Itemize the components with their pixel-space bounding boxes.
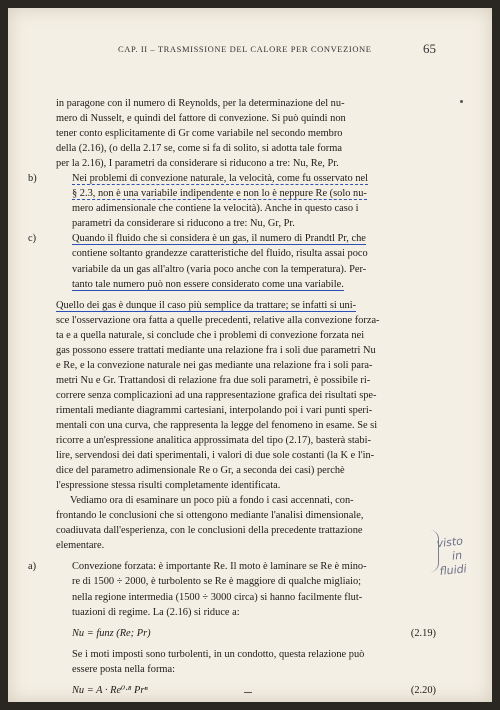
text-line: essere posta nella forma: [72,663,175,675]
text-line: Convezione forzata: è importante Re. Il moto è laminare se Re è mino- [72,561,367,573]
text-line: lire, servendosi dei dati sperimentali, i valori di due sole costanti (la K e l'in- [56,450,375,462]
paragraph-intro [56,96,436,171]
equation-text: Nu = funz (Re; Pr) [72,627,151,639]
text-line: sce l'osservazione ora fatta a quelle precedenti, relative alla convezione forza- [56,314,380,326]
text-line: dice del parametro adimensionale Re o Gr, a seconda dei casi) perchè [56,465,345,477]
page-number: 65 [423,41,436,56]
text-line: contiene soltanto grandezze caratteristiche del fluido, risulta assai poco [72,248,368,260]
text-line-underlined: Nei problemi di convezione naturale, la velocità, come fu osservato nel [72,173,369,185]
speck-mark [244,692,252,693]
running-title: CAP. II – TRASMISSIONE DEL CALORE PER CONVEZIONE [118,44,372,54]
text-line: per la 2.16), I parametri da considerare si riducono a tre: Nu, Re, Pr. [56,158,339,170]
paragraph-gas-case [56,298,436,494]
equation-2-20 [56,683,436,698]
text-line: tener conto esplicitamente di Gr come variabile nel secondo membro [56,128,343,140]
text-line: ricorre a un'espressione analitica approssimata del tipo (2.17), basterà stabi- [56,435,371,447]
equation-text: Nu = A · Re⁰·⁸ Prⁿ [72,684,148,696]
speck-mark [460,100,463,103]
text-line: mero di Nusselt, e quindi del fattore di convezione. Si può quindi non [56,113,346,125]
text-line-underlined: § 2.3, non è una variabile indipendente e non lo è neppure Re (solo nu- [72,188,367,200]
text-line: metri Nu e Gr. Trattandosi di relazione fra due soli parametri, è possibile ri- [56,374,371,386]
book-page [8,8,492,702]
text-line: in paragone con il numero di Reynolds, per la determinazione del nu- [56,98,345,109]
text-line: gas possono essere trattati mediante una relazione fra i soli due parametri Nu [56,344,376,356]
text-line: mentali con una curva, che rappresenta la legge del fenomeno in esame. Se si [56,419,378,431]
list-item-c [28,231,436,291]
note-line: fluidi [438,562,468,579]
list-item-a-continued [56,647,436,677]
list-item-a [28,559,436,619]
text-line: Vediamo ora di esaminare un poco più a fondo i casi accennati, con- [70,495,354,507]
text-line: parametri da considerare si riducono a tre: Nu, Gr, Pr. [72,218,295,230]
paragraph-examine [56,493,436,553]
text-line: frontando le conclusioni che si ottengono mediante l'analisi dimensionale, [56,510,364,522]
list-item-b [28,171,436,231]
text-line: re di 1500 ÷ 2000, è turbolento se Re è maggiore di qualche migliaio; [72,576,362,588]
text-line-underlined: Quando il fluido che si considera è un gas, il numero di Prandtl Pr, che [72,233,366,245]
equation-number: (2.20) [410,684,436,696]
handwritten-margin-note [436,531,492,579]
item-label: a) [28,561,37,573]
page-body [28,96,436,702]
item-label: b) [28,173,37,185]
text-line: mero adimensionale che contiene la velocità). Anche in questo caso i [72,203,359,215]
text-line: elementare. [56,540,105,552]
text-line-underlined: tanto tale numero può non essere considerato come una variabile. [72,278,344,290]
text-line: Se i moti imposti sono turbolenti, in un condotto, questa relazione può [72,648,365,660]
text-line: rimentali mediante diagrammi cartesiani, interpolando poi i vari punti speri- [56,404,373,416]
note-line: in [451,548,463,563]
text-line: l'espressione stessa risulti completamente identificata. [56,480,281,492]
text-line-underlined: Quello dei gas è dunque il caso più semplice da trattare; se infatti si uni- [56,299,357,311]
text-line: variabile da un gas all'altro (varia poco anche con la temperatura). Per- [72,263,367,275]
text-line: e Re, e la convezione naturale nei gas mediante una relazione fra i soli para- [56,359,373,371]
text-line: correre senza complicazioni ad una rappresentazione grafica dei risultati spe- [56,389,377,401]
text-line: della (2.16), (o della 2.17 se, come si fa di solito, si adotta tale forma [56,143,342,155]
text-line: ta e a quella naturale, si conclude che i problemi di convezione forzata nei [56,329,365,341]
equation-2-19 [56,626,436,641]
text-line: nella regione intermedia (1500 ÷ 3000 circa) si hanno facilmente flut- [72,591,363,603]
item-label: c) [28,233,37,245]
equation-number: (2.19) [410,627,436,639]
text-line: tuazioni di regime. La (2.16) si riduce a: [72,606,240,618]
text-line: coadiuvata dall'esperienza, con le conclusioni della precedente trattazione [56,525,363,537]
note-line: visto [435,534,464,551]
